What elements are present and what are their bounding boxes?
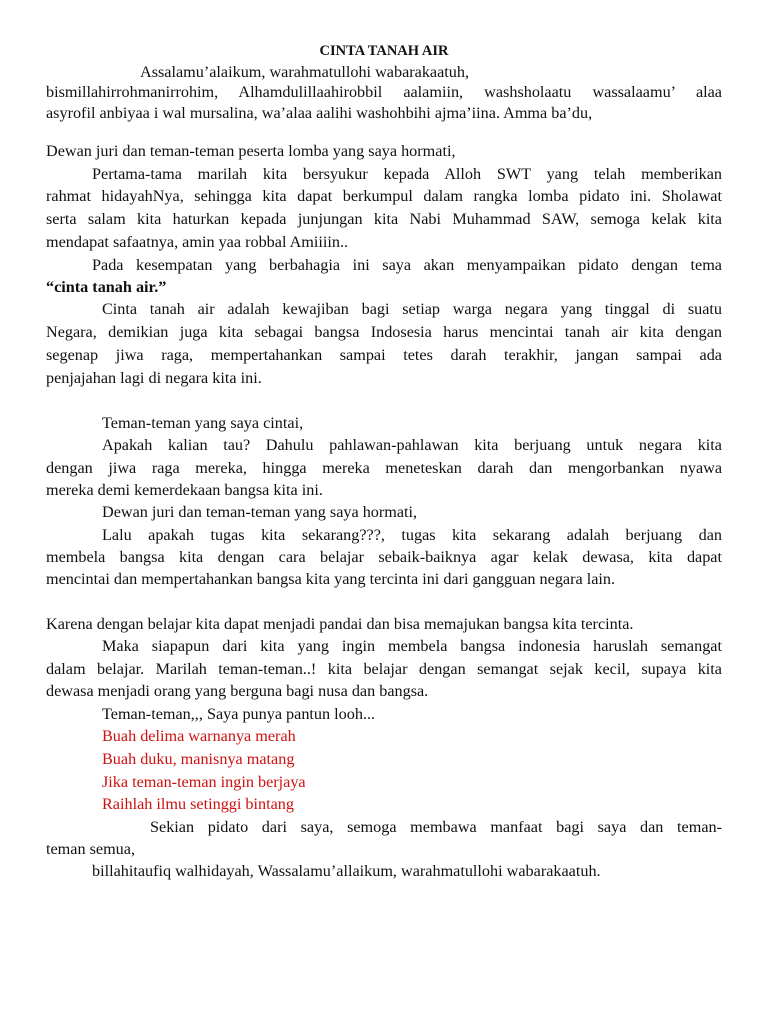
paragraph-line: segenap jiwa raga, mempertahankan sampai tetes darah terakhir, jangan sampai ada [46, 346, 722, 364]
paragraph-line: Negara, demikian juga kita sebagai bangsa Indosesia harus mencintai tanah air kita dengan [46, 323, 722, 341]
paragraph-line: Dewan juri dan teman-teman peserta lomba yang saya hormati, [46, 142, 456, 160]
paragraph-line: Cinta tanah air adalah kewajiban bagi setiap warga negara yang tinggal di suatu [102, 300, 722, 318]
paragraph-line: mendapat safaatnya, amin yaa robbal Amiiiin.. [46, 233, 349, 251]
paragraph-line: teman semua, [46, 840, 135, 858]
paragraph-line: Teman-teman yang saya cintai, [102, 414, 304, 432]
paragraph-line: Pertama-tama marilah kita bersyukur kepada Alloh SWT yang telah memberikan [92, 165, 722, 183]
paragraph-line: dalam belajar. Marilah teman-teman..! kita belajar dengan semangat sejak kecil, supaya kita [46, 660, 722, 678]
pantun-line: Buah duku, manisnya matang [102, 750, 295, 768]
paragraph-line: Lalu apakah tugas kita sekarang???, tugas kita sekarang adalah berjuang dan [102, 526, 722, 544]
pantun-line: Jika teman-teman ingin berjaya [102, 773, 306, 791]
paragraph-line: Maka siapapun dari kita yang ingin membela bangsa indonesia haruslah semangat [102, 637, 722, 655]
closing-line: billahitaufiq walhidayah, Wassalamu’allaikum, warahmatullohi wabarakaatuh. [92, 862, 601, 880]
paragraph-line: penjajahan lagi di negara kita ini. [46, 369, 262, 387]
paragraph-line: rahmat hidayahNya, sehingga kita dapat berkumpul dalam rangka lomba pidato ini. Sholawat [46, 187, 722, 205]
paragraph-line: mencintai dan mempertahankan bangsa kita yang tercinta ini dari gangguan negara lain. [46, 570, 616, 588]
paragraph-line: Sekian pidato dari saya, semoga membawa manfaat bagi saya dan teman- [150, 818, 722, 836]
paragraph-line: Assalamu’alaikum, warahmatullohi wabarakaatuh, [140, 63, 470, 81]
paragraph-line: membela bangsa kita dengan cara belajar sebaik-baiknya agar kelak dewasa, kita dapat [46, 548, 722, 566]
paragraph-line: bismillahirrohmanirrohim, Alhamdulillaahirobbil aalamiin, washsholaatu wassalaamu’ alaa [46, 83, 722, 101]
paragraph-line: asyrofil anbiyaa i wal mursalina, wa’alaa aalihi washohbihi ajma’iina. Amma ba’du, [46, 104, 593, 122]
pantun-line: Raihlah ilmu setinggi bintang [102, 795, 294, 813]
theme-text: “cinta tanah air.” [46, 278, 167, 296]
paragraph-line: Karena dengan belajar kita dapat menjadi pandai dan bisa memajukan bangsa kita tercinta. [46, 615, 634, 633]
paragraph-line: mereka demi kemerdekaan bangsa kita ini. [46, 481, 323, 499]
paragraph-line: Apakah kalian tau? Dahulu pahlawan-pahlawan kita berjuang untuk negara kita [102, 436, 722, 454]
paragraph-line: Dewan juri dan teman-teman yang saya hormati, [102, 503, 418, 521]
paragraph-line: serta salam kita haturkan kepada junjungan kita Nabi Muhammad SAW, semoga kelak kita [46, 210, 722, 228]
paragraph-line: dewasa menjadi orang yang berguna bagi nusa dan bangsa. [46, 682, 429, 700]
paragraph-line: Pada kesempatan yang berbahagia ini saya akan menyampaikan pidato dengan tema [92, 256, 722, 274]
paragraph-line: dengan jiwa raga mereka, hingga mereka meneteskan darah dan mengorbankan nyawa [46, 459, 722, 477]
document-title: CINTA TANAH AIR [319, 43, 449, 59]
paragraph-line: Teman-teman,,, Saya punya pantun looh... [102, 705, 376, 723]
pantun-line: Buah delima warnanya merah [102, 727, 296, 745]
